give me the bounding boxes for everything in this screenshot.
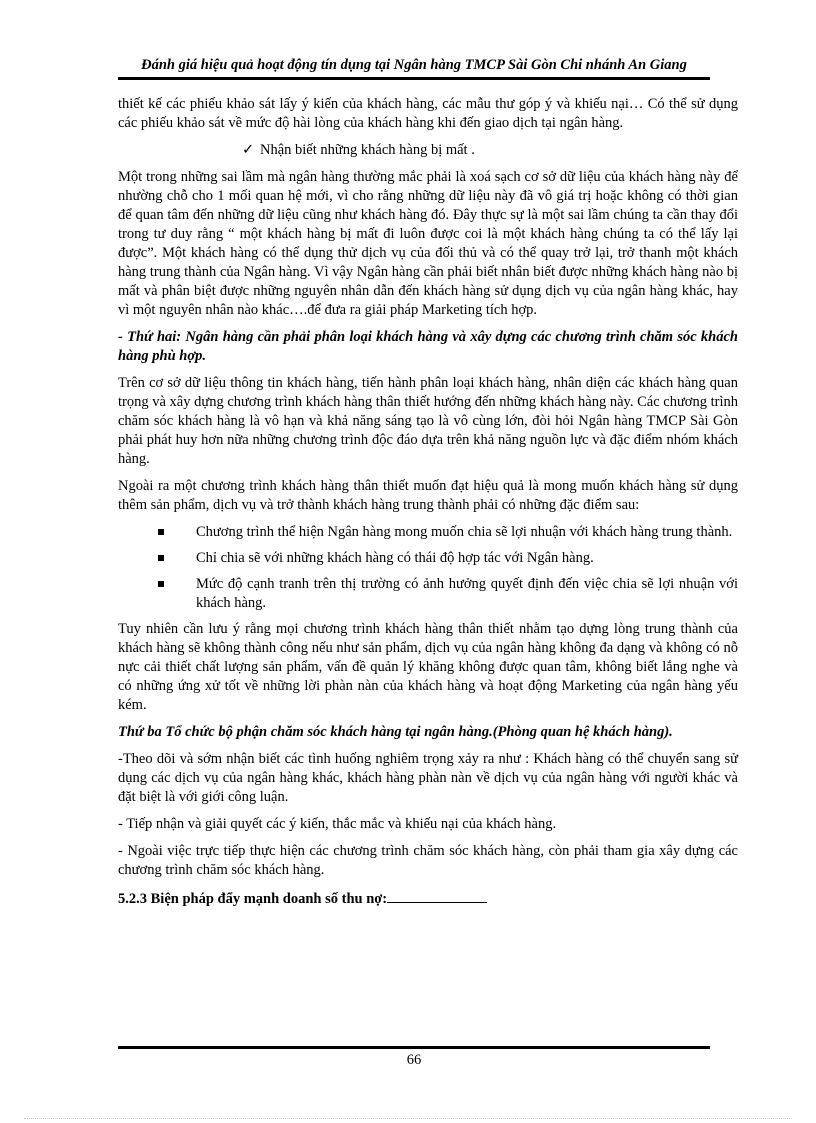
section-heading-third: Thứ ba Tổ chức bộ phận chăm sóc khách hàng tại ngân hàng.(Phòng quan hệ khách hàng). [118,724,673,740]
paragraph-survey: thiết kế các phiếu khảo sát lấy ý kiến của khách hàng, các mẫu thư góp ý và khiếu nại… Có thể sử dụng các phiếu khảo sát về mức độ hài lòng của khách hàng khi đến giao dịch tại ngân hàng. [118,96,738,131]
footer-divider [118,1046,710,1049]
list-item: Chỉ chia sẽ với những khách hàng có thái độ hợp tác với Ngân hàng. [118,549,738,568]
page-bottom-border [24,1118,792,1119]
bullet-list [118,523,738,613]
paragraph-loyalty-program: Ngoài ra một chương trình khách hàng thân thiết muốn đạt hiệu quả là mong muốn khách hàng sử dụng thêm sản phẩm, dịch vụ và trở thành khách hàng trung thành phải có những đặc điểm sau: [118,478,738,513]
paragraph-classification: Trên cơ sở dữ liệu thông tin khách hàng, tiến hành phân loại khách hàng, nhân diện các khách hàng quan trọng và xây dựng chương trình khách hàng thân thiết hướng đến những khách hàng này. Các chương trình chăm sóc khách hàng là vô hạn và khả năng sáng tạo là vô cùng lớn, đòi hỏi Ngân hàng TMCP Sài Gòn phải phát huy hơn nữa những chương trình độc đáo dựa trên khả năng nguồn lực và đặc điểm nhóm khách hàng. [118,375,738,467]
paragraph-program-building: - Ngoài việc trực tiếp thực hiện các chương trình chăm sóc khách hàng, còn phải tham gia xây dựng các chương trình chăm sóc khách hàng. [118,843,738,878]
square-bullet-icon [158,529,164,535]
section-heading-second: - Thứ hai: Ngân hàng cần phải phân loại khách hàng và xây dựng các chương trình chăm sóc khách hàng phù hợp. [118,329,738,364]
running-header-title: Đánh giá hiệu quả hoạt động tín dụng tại Ngân hàng TMCP Sài Gòn Chi nhánh An Giang [141,57,687,73]
document-body [118,95,738,917]
underline-blank [387,888,487,903]
subsection-heading: 5.2.3 Biện pháp đẩy mạnh doanh số thu nợ: [118,888,738,909]
list-item: Chương trình thể hiện Ngân hàng mong muốn chia sẽ lợi nhuận với khách hàng trung thành. [118,523,738,542]
checklist-item-text: Nhận biết những khách hàng bị mất . [260,142,475,158]
checkmark-icon: ✓ [242,142,255,158]
paragraph-lost-customers: Một trong những sai lầm mà ngân hàng thường mắc phải là xoá sạch cơ sở dữ liệu của khách hàng này để nhường chỗ cho 1 mối quan hệ mới, vì cho rằng những dữ liệu này đã vô giá trị hoặc không có thời gian để quan tâm đến những dữ liệu cũng như khách hàng đó. Đây thực sự là một sai lầm chúng ta cần thay đổi trong tư duy rằng “ một khách hàng bị mất đi luôn được coi là một khách hàng chúng ta có thể lấy lại được”. Một khách hàng có thể dụng thử dịch vụ của đối thủ và có thể quay trở lại, trở thanh một khách hàng trung thành của Ngân hàng. Vì vậy Ngân hàng cần phải biết nhân biết được những khách hàng nào bị mất và phân biệt được những nguyên nhân dẫn đến khách hàng sử dụng dịch vụ của ngân hàng khác, hay vì một nguyên nhân nào khác….để đưa ra giải pháp Marketing tích hợp. [118,169,738,318]
page-number: 66 [406,1052,422,1068]
paragraph-complaints: - Tiếp nhận và giải quyết các ý kiến, thắc mắc và khiếu nại của khách hàng. [118,816,557,832]
paragraph-caveat: Tuy nhiên cần lưu ý rằng mọi chương trình khách hàng thân thiết nhằm tạo dựng lòng trung thành của khách hàng sẽ không thành công nếu như sản phẩm, dịch vụ của ngân hàng không đa dạng và không có nỗ nực cải thiết chất lượng sản phẩm, vấn đề quản lý khăng không được quan tâm, không biết lắng nghe và có những ứng xử tốt về những lời phàn nàn của khách hàng và hoạt động Marketing của ngân hàng yếu kém. [118,621,738,713]
header-divider [118,77,710,80]
square-bullet-icon [158,555,164,561]
paragraph-monitoring: -Theo dõi và sớm nhận biết các tình huống nghiêm trọng xảy ra như : Khách hàng có thể chuyển sang sử dụng các dịch vụ của ngân hàng khác, khách hàng phàn nàn về dịch vụ của ngân hàng với người khác và đặt biệt là với giới công luận. [118,751,738,805]
square-bullet-icon [158,581,164,587]
list-item: Mức độ cạnh tranh trên thị trường có ảnh hưởng quyết định đến việc chia sẽ lợi nhuận với khách hàng. [118,575,738,613]
checklist-item [118,141,738,160]
